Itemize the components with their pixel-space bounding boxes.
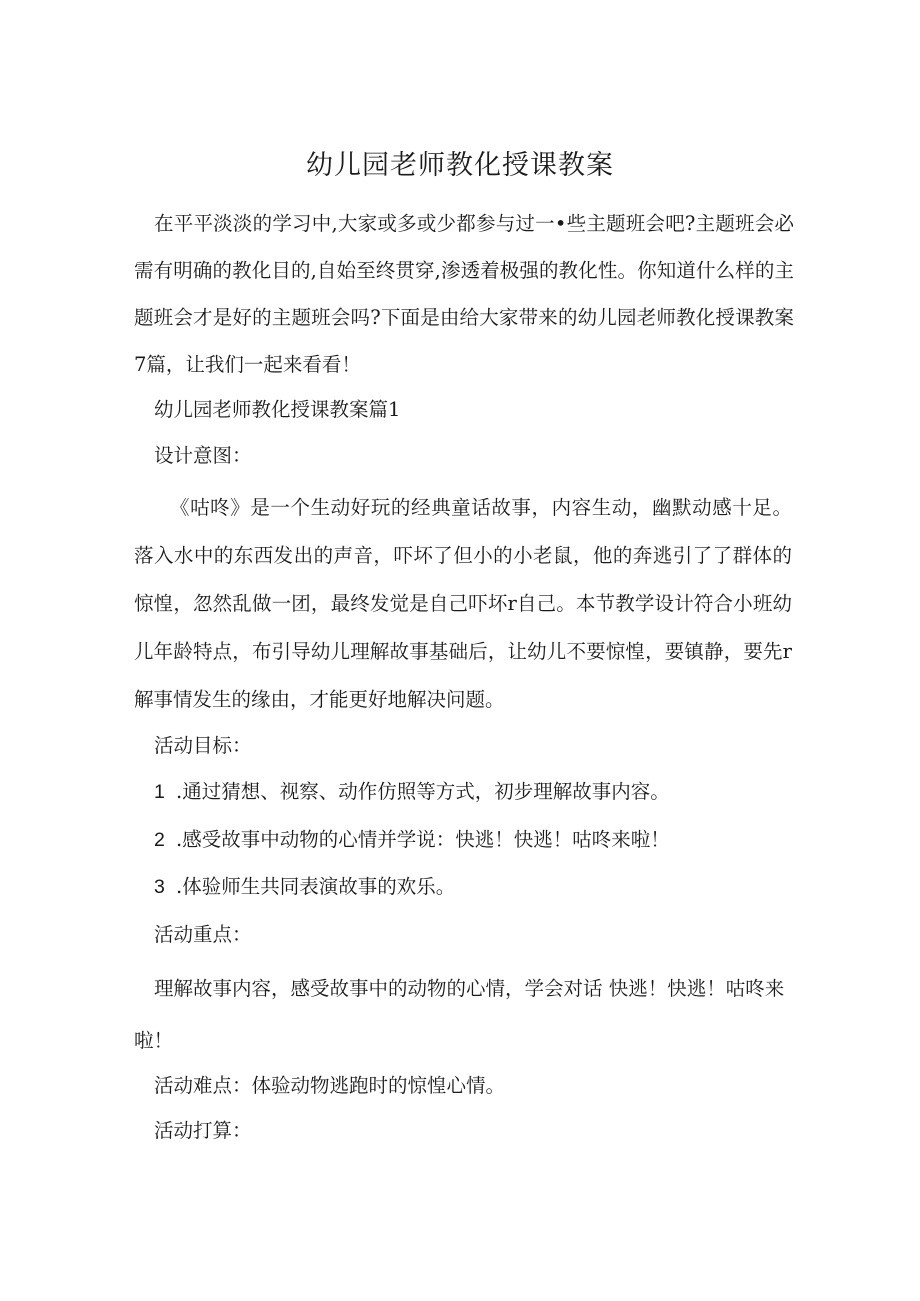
difficulty-line: 活动难点：体验动物逃跑时的惊惶心情。 [154,1074,506,1097]
goal-item [154,872,455,902]
goal-number: 2 [154,829,165,851]
goal-item [154,777,670,807]
document-title: 幼儿园老师教化授课教案 [306,150,614,181]
goal-item [154,825,670,855]
goal-number: 1 [154,781,165,803]
intro-paragraph: 在平平淡淡的学习中,大家或多或少都参与过一•些主题班会吧?主题班会必需有明确的教化目的,自始至终贯穿,渗透着极强的教化性。你知道什么样的主题班会才是好的主题班会吗?下面是由给大家带来的幼儿园老师教化授课教案7篇，让我们一起来看看！ [134,212,794,376]
keypoint-label: 活动重点： [154,923,252,946]
goal-text: .感受故事中动物的心情并学说：快逃！快逃！咕咚来啦！ [176,828,670,851]
goal-text: .通过猜想、视察、动作仿照等方式，初步理解故事内容。 [176,780,670,803]
goal-number: 3 [154,876,165,898]
prep-label: 活动打算： [154,1119,252,1142]
design-label: 设计意图： [154,444,252,467]
design-paragraph: 《咕咚》是一个生动好玩的经典童话故事，内容生动，幽默动感十足。落入水中的东西发出的声音，吓坏了但小的小老鼠，他的奔逃引了了群体的惊惶，忽然乱做一团，最终发觉是自己吓坏r自己。本节教学设计符合小班幼儿年龄特点，布引导幼儿理解故事基础后，让幼儿不要惊惶，要镇静，要先r解事情发生的缘由，才能更好地解决问题。 [134,496,792,711]
goal-text: .体验师生共同表演故事的欢乐。 [176,875,456,898]
section-heading: 幼儿园老师教化授课教案篇1 [154,398,401,421]
keypoint-paragraph: 理解故事内容，感受故事中的动物的心情，学会对话 快逃！快逃！咕咚来啦！ [134,977,785,1052]
goals-label: 活动目标： [154,734,252,757]
